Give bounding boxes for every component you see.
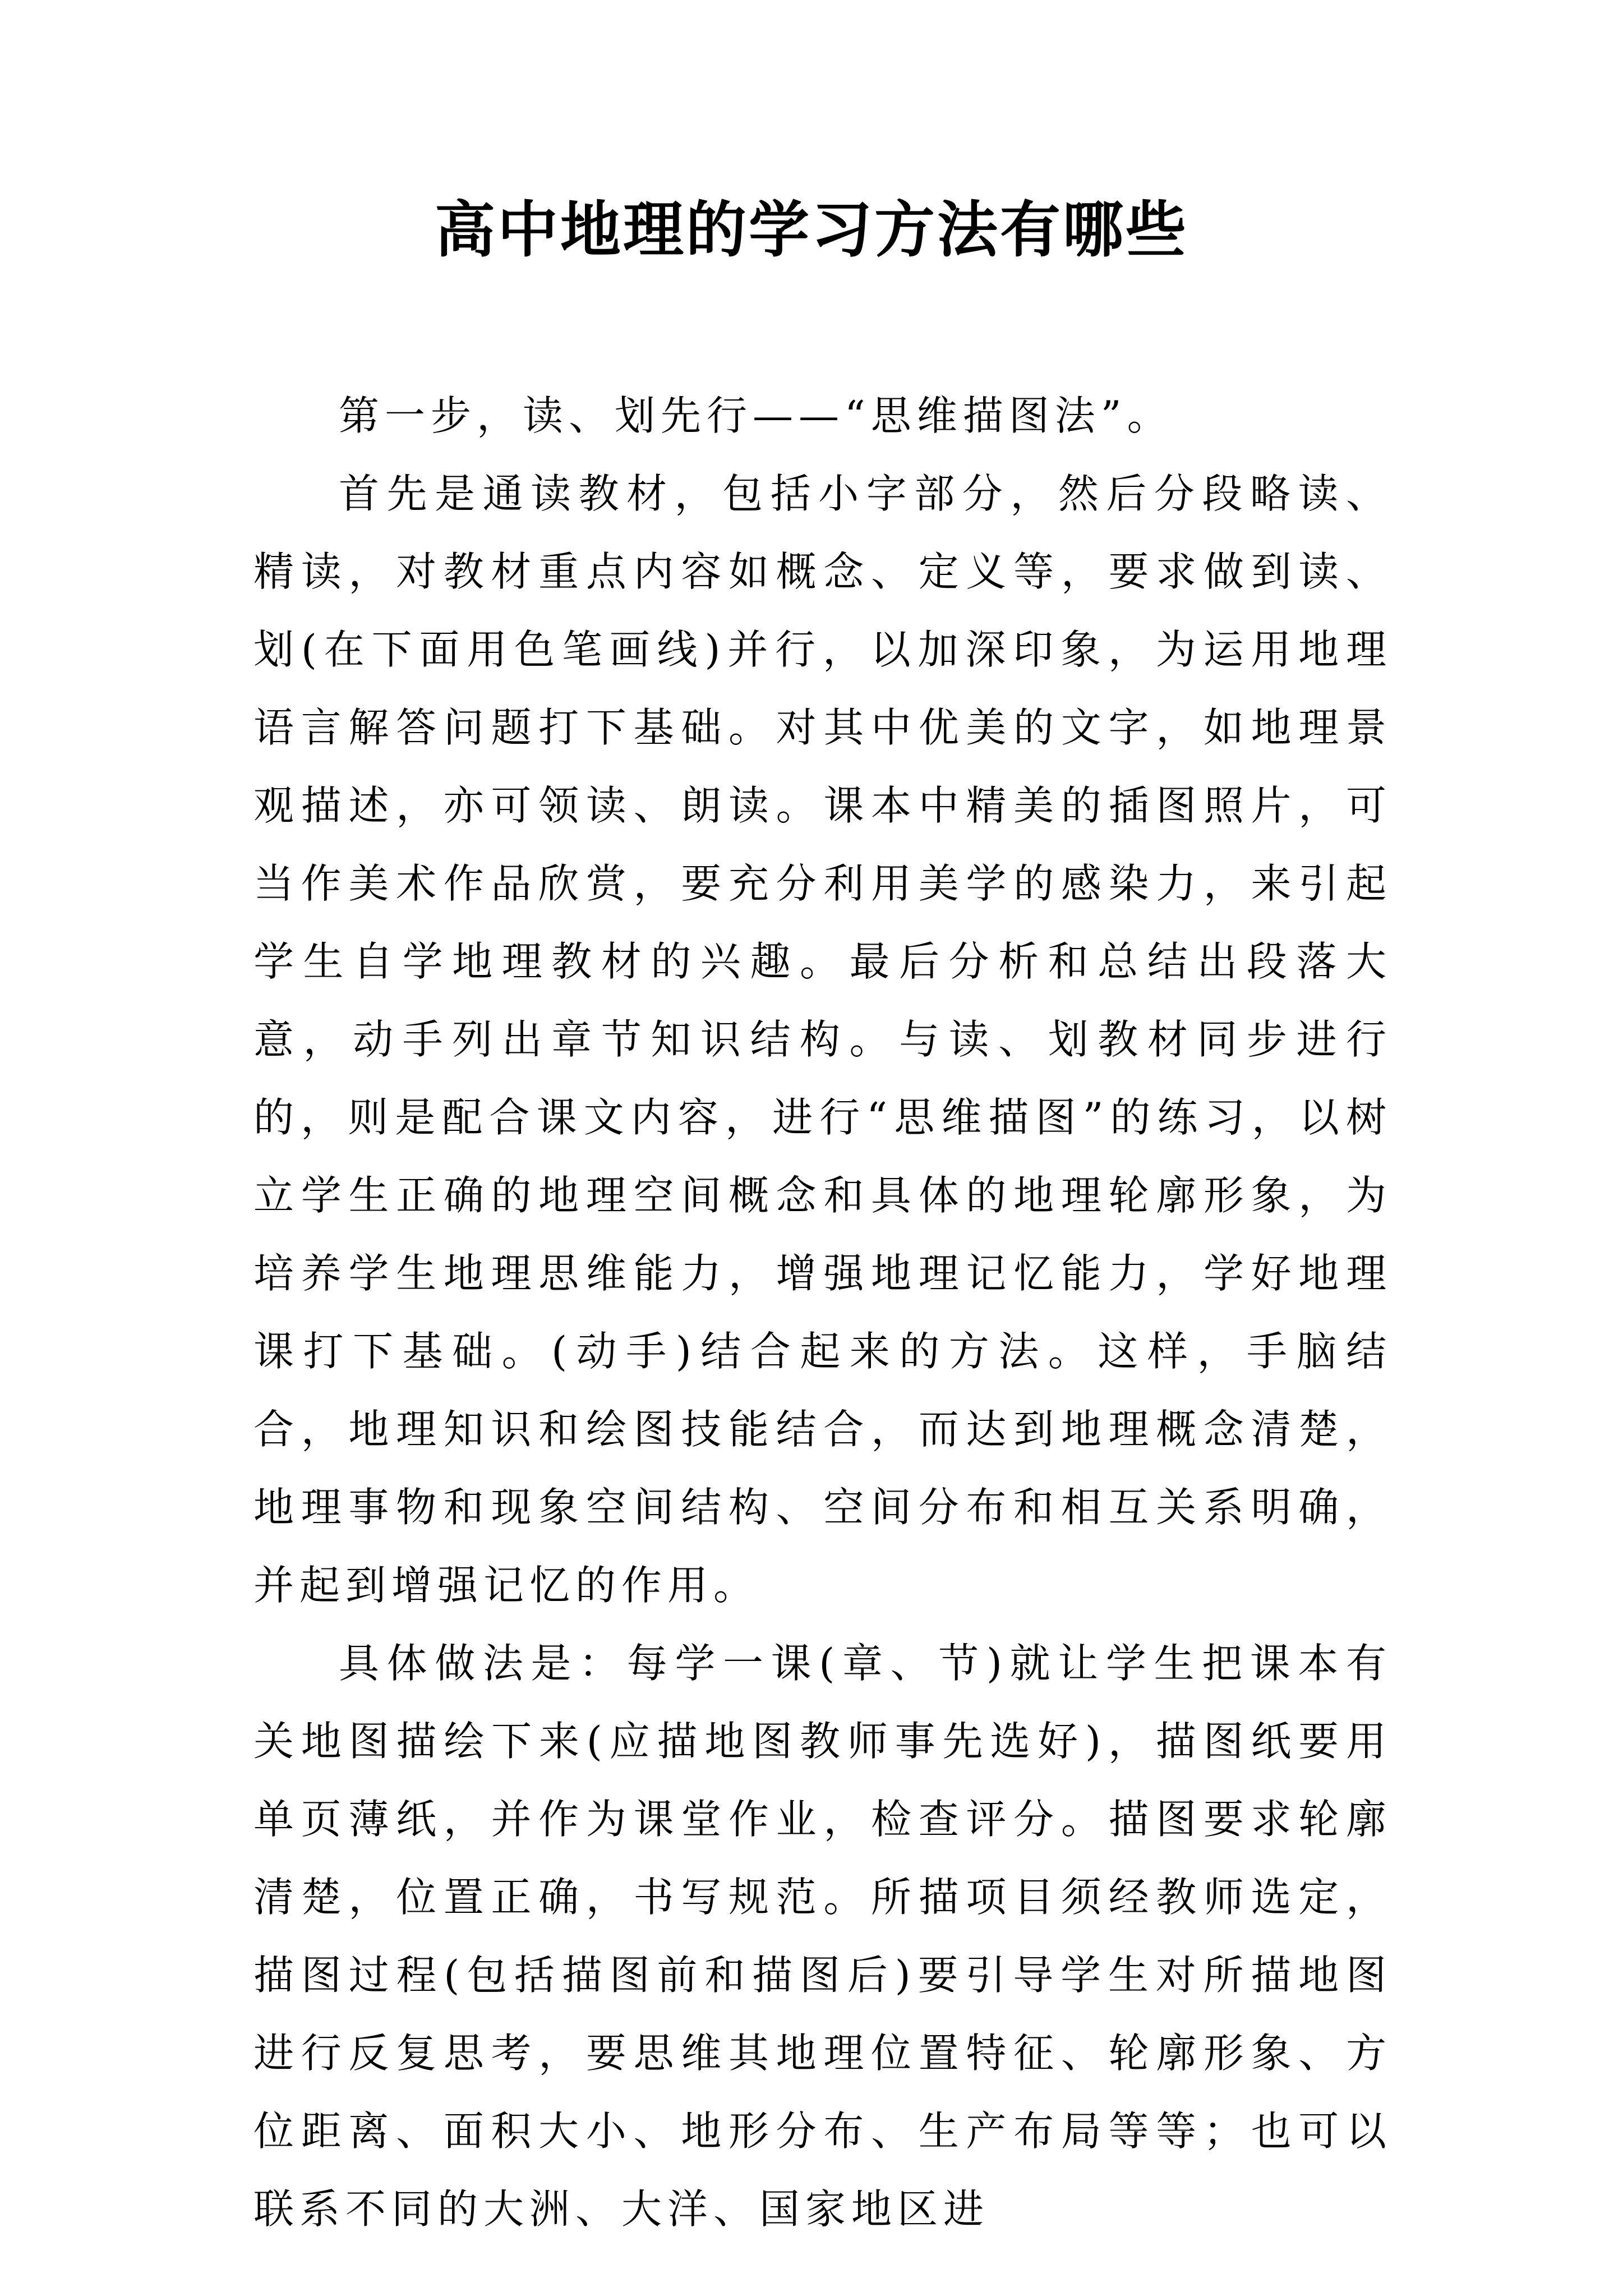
paragraph-specific-practice: 具体做法是：每学一课(章、节)就让学生把课本有关地图描绘下来(应描地图教师事先选好)，描图纸要用单页薄纸，并作为课堂作业，检查评分。描图要求轮廓清楚，位置正确，书写规范。所描项目须经教师选定，描图过程(包括描图前和描图后)要引导学生对所描地图进行反复思考，要思维其地理位置特征、轮廓形象、方位距离、面积大小、地形分布、生产布局等等；也可以联系不同的大洲、大洋、国家地区进 xyxy=(253,1640,1392,2233)
document-title: 高中地理的学习方法有哪些 xyxy=(434,195,1188,265)
document-body xyxy=(253,377,1392,2248)
paragraph-reading-method: 首先是通读教材，包括小字部分，然后分段略读、精读，对教材重点内容如概念、定义等，要求做到读、划(在下面用色笔画线)并行，以加深印象，为运用地理语言解答问题打下基础。对其中优美的文字，如地理景观描述，亦可领读、朗读。课本中精美的插图照片，可当作美术作品欣赏，要充分利用美学的感染力，来引起学生自学地理教材的兴趣。最后分析和总结出段落大意，动手列出章节知识结构。与读、划教材同步进行的，则是配合课文内容，进行“思维描图”的练习，以树立学生正确的地理空间概念和具体的地理轮廓形象，为培养学生地理思维能力，增强地理记忆能力，学好地理课打下基础。(动手)结合起来的方法。这样，手脑结合，地理知识和绘图技能结合，而达到地理概念清楚，地理事物和现象空间结构、空间分布和相互关系明确，并起到增强记忆的作用。 xyxy=(253,470,1392,1609)
paragraph-step-one: 第一步，读、划先行——“思维描图法”。 xyxy=(339,392,1173,439)
